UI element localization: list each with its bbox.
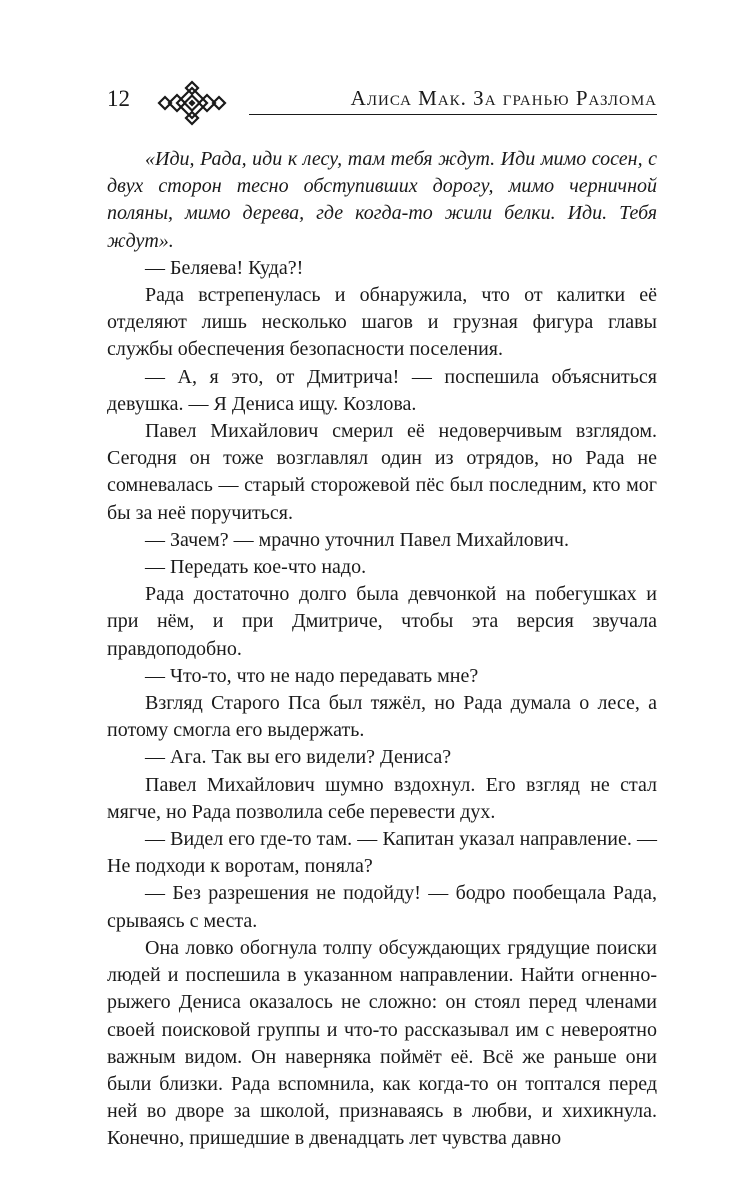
paragraph: — Беляева! Куда?! [145,256,304,279]
paragraph: Рада достаточно долго была девчонкой на побегушках и при нём, и при Дмитриче, чтобы эта версия звучала правдоподобно. [107,583,657,660]
paragraph: — Видел его где-то там. — Капитан указал направление. — Не подходи к воротам, поняла? [107,828,657,878]
paragraph: Она ловко обогнула толпу обсуждающих грядущие поиски людей и поспешила в указанном направлении. Найти огненно-рыжего Дениса оказалось не сложно: он стоял перед членами своей поисковой группы и что-то рассказывал им с невероятно важным видом. Он наверняка поймёт её. Всё же раньше они были близки. Рада вспомнила, как когда-то он топтался перед ней во дворе за школой, признаваясь в любви, и хихикнула. Конечно, пришедшие в двенадцать лет чувства давно [107,936,657,1150]
paragraph: Рада встрепенулась и обнаружила, что от калитки её отделяют лишь несколько шагов и грузная фигура главы службы обеспечения безопасности поселения. [107,284,657,361]
paragraph: — А, я это, от Дмитрича! — поспешила объясниться девушка. — Я Дениса ищу. Козлова. [107,365,657,415]
page-header [107,78,657,128]
paragraph: — Передать кое-что надо. [145,556,367,579]
celtic-knot-ornament-icon [155,78,229,128]
header-rule [249,114,657,115]
paragraph: «Иди, Рада, иди к лесу, там тебя ждут. Иди мимо сосен, с двух сторон тесно обступивших дорогу, мимо черничной поляны, мимо дерева, где когда-то жили белки. Иди. Тебя ждут». [107,148,657,252]
page-text [107,146,657,1153]
paragraph: — Ага. Так вы его видели? Дениса? [145,746,452,769]
running-title: Алиса Мак. За гранью Разлома [350,86,657,110]
paragraph: Взгляд Старого Пса был тяжёл, но Рада думала о лесе, а потому смогла его выдержать. [107,692,657,742]
paragraph: — Зачем? — мрачно уточнил Павел Михайлович. [145,528,569,551]
paragraph: — Без разрешения не подойду! — бодро пообещала Рада, срываясь с места. [107,882,657,932]
paragraph: Павел Михайлович смерил её недоверчивым взглядом. Сегодня он тоже возглавлял один из отрядов, но Рада не сомневалась — старый сторожевой пёс был последним, кто мог бы за неё поручиться. [107,420,657,524]
page-number: 12 [107,86,130,111]
paragraph: — Что-то, что не надо передавать мне? [145,664,479,687]
paragraph: Павел Михайлович шумно вздохнул. Его взгляд не стал мягче, но Рада позволила себе перевести дух. [107,773,657,823]
